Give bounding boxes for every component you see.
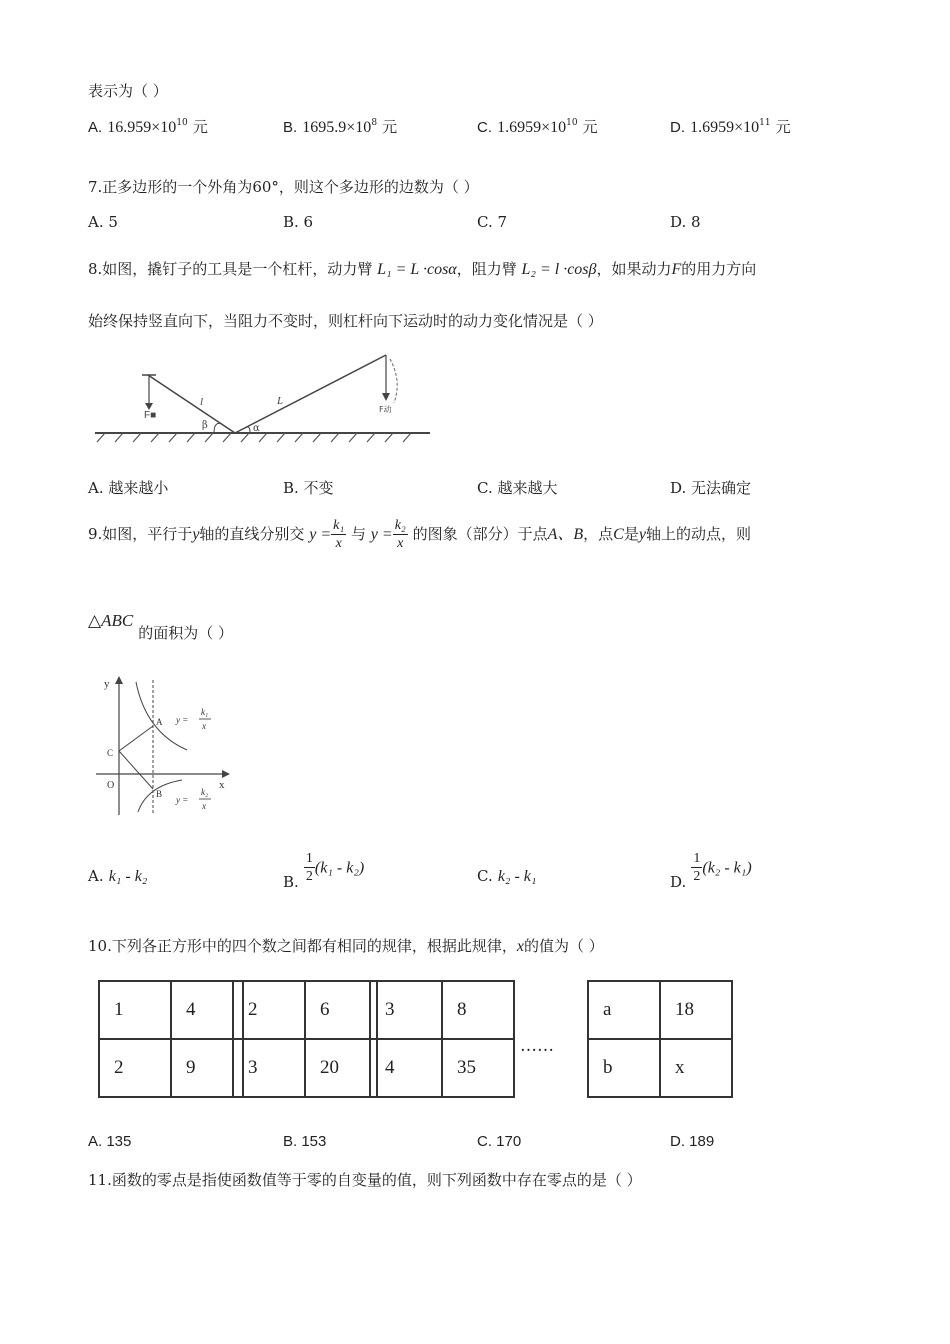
lever-figure — [90, 345, 435, 445]
arm-l-label: l — [200, 396, 204, 408]
number-square-1: 1 4 2 9 — [98, 980, 244, 1098]
squares-ellipsis: …… — [520, 1036, 554, 1056]
q10-option-d[interactable]: D. 189 — [670, 1133, 715, 1150]
number-square-4: a 18 b x — [587, 980, 733, 1098]
q8-option-b[interactable]: B. 不变 — [283, 479, 334, 497]
q9-option-d[interactable]: D. $\frac{1}{2}$ (k₂ - k₁) — [670, 851, 752, 891]
svg-text:k₁: k₁ — [201, 707, 209, 717]
force-right-label: F动 — [379, 405, 392, 414]
q6-option-c[interactable]: C. $1.6959\times 10^{10}$ 元 — [477, 118, 598, 136]
q6-option-b[interactable]: B. $1695.9\times 10^8$ 元 — [283, 118, 398, 136]
svg-text:y =: y = — [176, 715, 189, 725]
q6-stem-tail: 表示为（ ） — [88, 82, 168, 100]
q8-formula-power-arm: L₁ = L ·cosα — [377, 261, 457, 278]
q10-option-c[interactable]: C. 170 — [477, 1133, 522, 1150]
number-square-2: 2 6 3 20 — [232, 980, 378, 1098]
q9-option-a[interactable]: A. k₁ - k₂ — [88, 867, 148, 885]
q7-option-a[interactable]: A. 5 — [88, 213, 118, 231]
q9-stem-line1: 9.如图，平行于y轴的直线分别交 y = $\frac{\text{k₁}}{x}$ 与 y = $\frac{\text{k₂}}{x}$ 的图象（部分）于点A、B，点C是y轴上的动点，则 — [88, 518, 751, 551]
svg-text:x: x — [219, 779, 225, 791]
hyperbola-figure — [90, 670, 240, 820]
svg-text:C: C — [107, 748, 114, 758]
q10-stem: 10.下列各正方形中的四个数之间都有相同的规律，根据此规律，x的值为（ ） — [88, 937, 604, 955]
q10-option-a[interactable]: A. 135 — [88, 1133, 132, 1150]
force-left-label: F■ — [144, 410, 157, 421]
number-square-3: 3 8 4 35 — [369, 980, 515, 1098]
q8-option-d[interactable]: D. 无法确定 — [670, 479, 752, 497]
angle-beta-label: β — [202, 420, 208, 431]
svg-text:y: y — [104, 678, 110, 690]
q8-option-a[interactable]: A. 越来越小 — [88, 479, 169, 497]
q6-option-a[interactable]: A. $16.959\times 10^{10}$ 元 — [88, 118, 208, 136]
q9-fraction-k1: $\frac{\text{k₁}}{x}$ — [333, 518, 345, 551]
svg-text:y =: y = — [176, 795, 189, 805]
q8-stem-line1: 8.如图，撬钉子的工具是一个杠杆，动力臂 L₁ = L ·cosα，阻力臂 L₂ = l ·cosβ，如果动力F的用力方向 — [88, 260, 757, 278]
svg-text:x: x — [202, 721, 206, 731]
q9-option-c[interactable]: C. k₂ - k₁ — [477, 867, 537, 885]
q7-option-c[interactable]: C. 7 — [477, 213, 508, 231]
q9-fraction-k2: $\frac{\text{k₂}}{x}$ — [394, 518, 406, 551]
q8-formula-resistance-arm: L₂ = l ·cosβ — [521, 261, 597, 278]
q6-option-d[interactable]: D. $1.6959\times 10^{11}$ 元 — [670, 118, 791, 136]
q7-option-d[interactable]: D. 8 — [670, 213, 701, 231]
angle-alpha-label: α — [253, 423, 260, 434]
svg-text:B: B — [156, 789, 163, 799]
svg-text:A: A — [156, 717, 163, 727]
q7-option-b[interactable]: B. 6 — [283, 213, 314, 231]
q11-stem: 11.函数的零点是指使函数值等于零的自变量的值，则下列函数中存在零点的是（ ） — [88, 1171, 642, 1189]
svg-text:k₂: k₂ — [201, 787, 209, 797]
q9-option-b[interactable]: B. $\frac{1}{2}$ (k₁ - k₂) — [283, 851, 365, 891]
q8-stem-line2: 始终保持竖直向下，当阻力不变时，则杠杆向下运动时的动力变化情况是（ ） — [88, 312, 603, 330]
q10-option-b[interactable]: B. 153 — [283, 1133, 327, 1150]
q8-option-c[interactable]: C. 越来越大 — [477, 479, 558, 497]
arm-L-label: L — [277, 395, 284, 407]
svg-text:O: O — [107, 780, 115, 791]
svg-text:x: x — [202, 801, 206, 811]
q9-stem-line2: △ABC 的面积为（ ） — [88, 611, 234, 642]
q7-stem: 7.正多边形的一个外角为60°，则这个多边形的边数为（ ） — [88, 178, 479, 196]
